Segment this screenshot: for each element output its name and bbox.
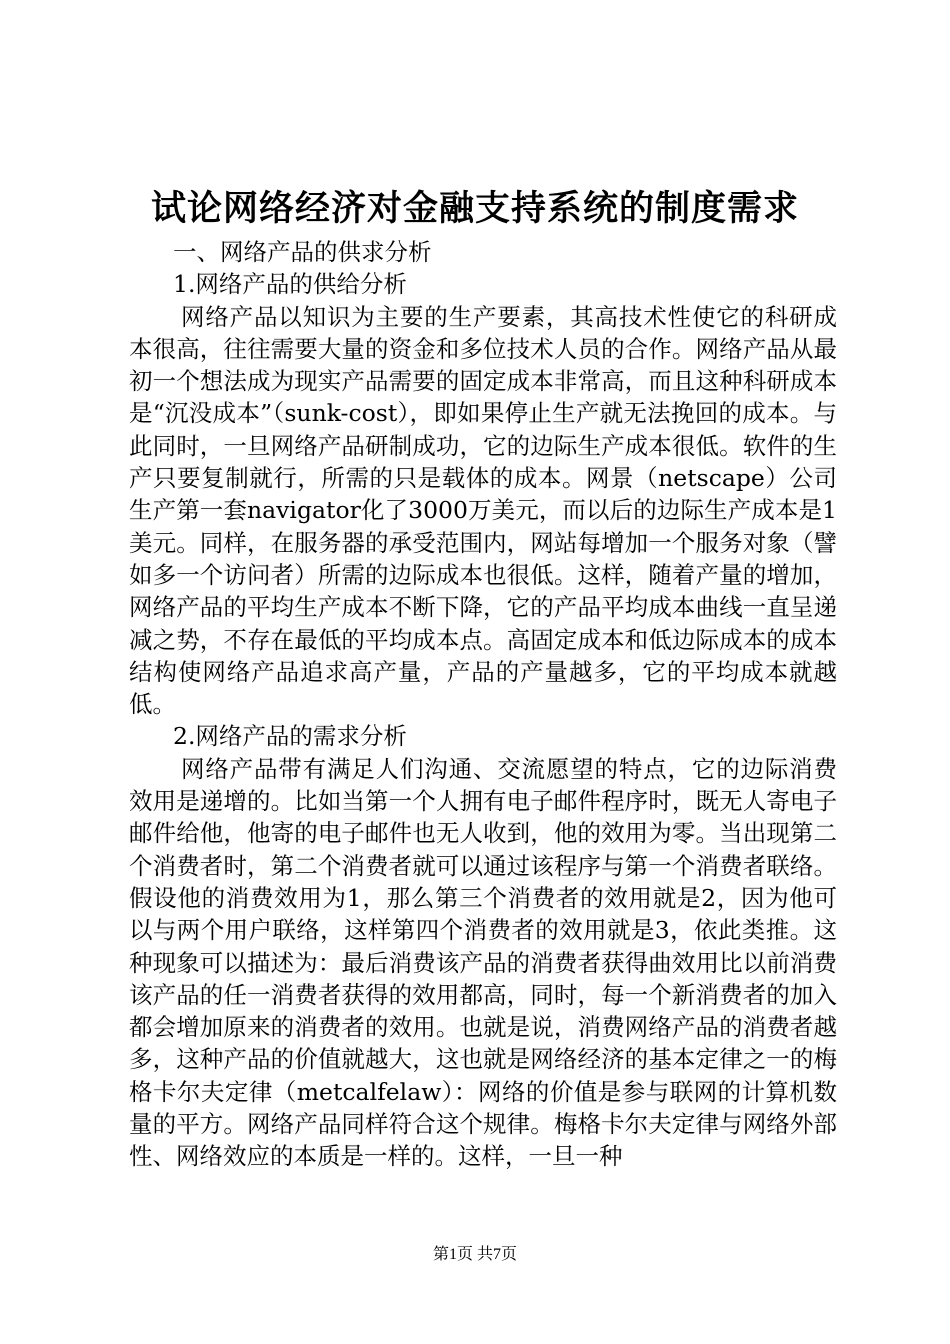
document-title: 试论网络经济对金融支持系统的制度需求 xyxy=(150,189,799,229)
section-heading: 一、网络产品的供求分析 xyxy=(173,238,432,266)
document-body xyxy=(129,236,837,1173)
page-number-footer: 第1页 共7页 xyxy=(432,1246,517,1263)
subsection-heading-supply: 1.网络产品的供给分析 xyxy=(173,270,407,299)
subsection-heading-demand: 2.网络产品的需求分析 xyxy=(173,722,407,751)
paragraph-demand: 网络产品带有满足人们沟通、交流愿望的特点，它的边际消费效用是递增的。比如当第一个人拥有电子邮件程序时，既无人寄电子邮件给他，他寄的电子邮件也无人收到，他的效用为零。当出现第二个消费者时，第二个消费者就可以通过该程序与第一个消费者联络。假设他的消费效用为1，那么第三个消费者的效用就是2，因为他可以与两个用户联络，这样第四个消费者的效用就是3，依此类推。这种现象可以描述为：最后消费该产品的消费者获得曲效用比以前消费该产品的任一消费者获得的效用都高，同时，每一个新消费者的加入都会增加原来的消费者的效用。也就是说，消费网络产品的消费者越多，这种产品的价值就越大，这也就是网络经济的基本定律之一的梅格卡尔夫定律（metcalfelaw）：网络的价值是参与联网的计算机数量的平方。网络产品同样符合这个规律。梅格卡尔夫定律与网络外部性、网络效应的本质是一样的。这样，一旦一种 xyxy=(129,754,837,1171)
paragraph-supply: 网络产品以知识为主要的生产要素，其高技术性使它的科研成本很高，往往需要大量的资金和多位技术人员的合作。网络产品从最初一个想法成为现实产品需要的固定成本非常高，而且这种科研成本是“沉没成本”（sunk-cost），即如果停止生产就无法挽回的成本。与此同时，一旦网络产品研制成功，它的边际生产成本很低。软件的生产只要复制就行，所需的只是载体的成本。网景（netscape）公司生产第一套navigator化了3000万美元，而以后的边际生产成本是1美元。同样，在服务器的承受范围内，网站每增加一个服务对象（譬如多一个访问者）所需的边际成本也很低。这样，随着产量的增加，网络产品的平均生产成本不断下降，它的产品平均成本曲线一直呈递减之势，不存在最低的平均成本点。高固定成本和低边际成本的成本结构使网络产品追求高产量，产品的产量越多，它的平均成本就越低。 xyxy=(129,302,837,719)
